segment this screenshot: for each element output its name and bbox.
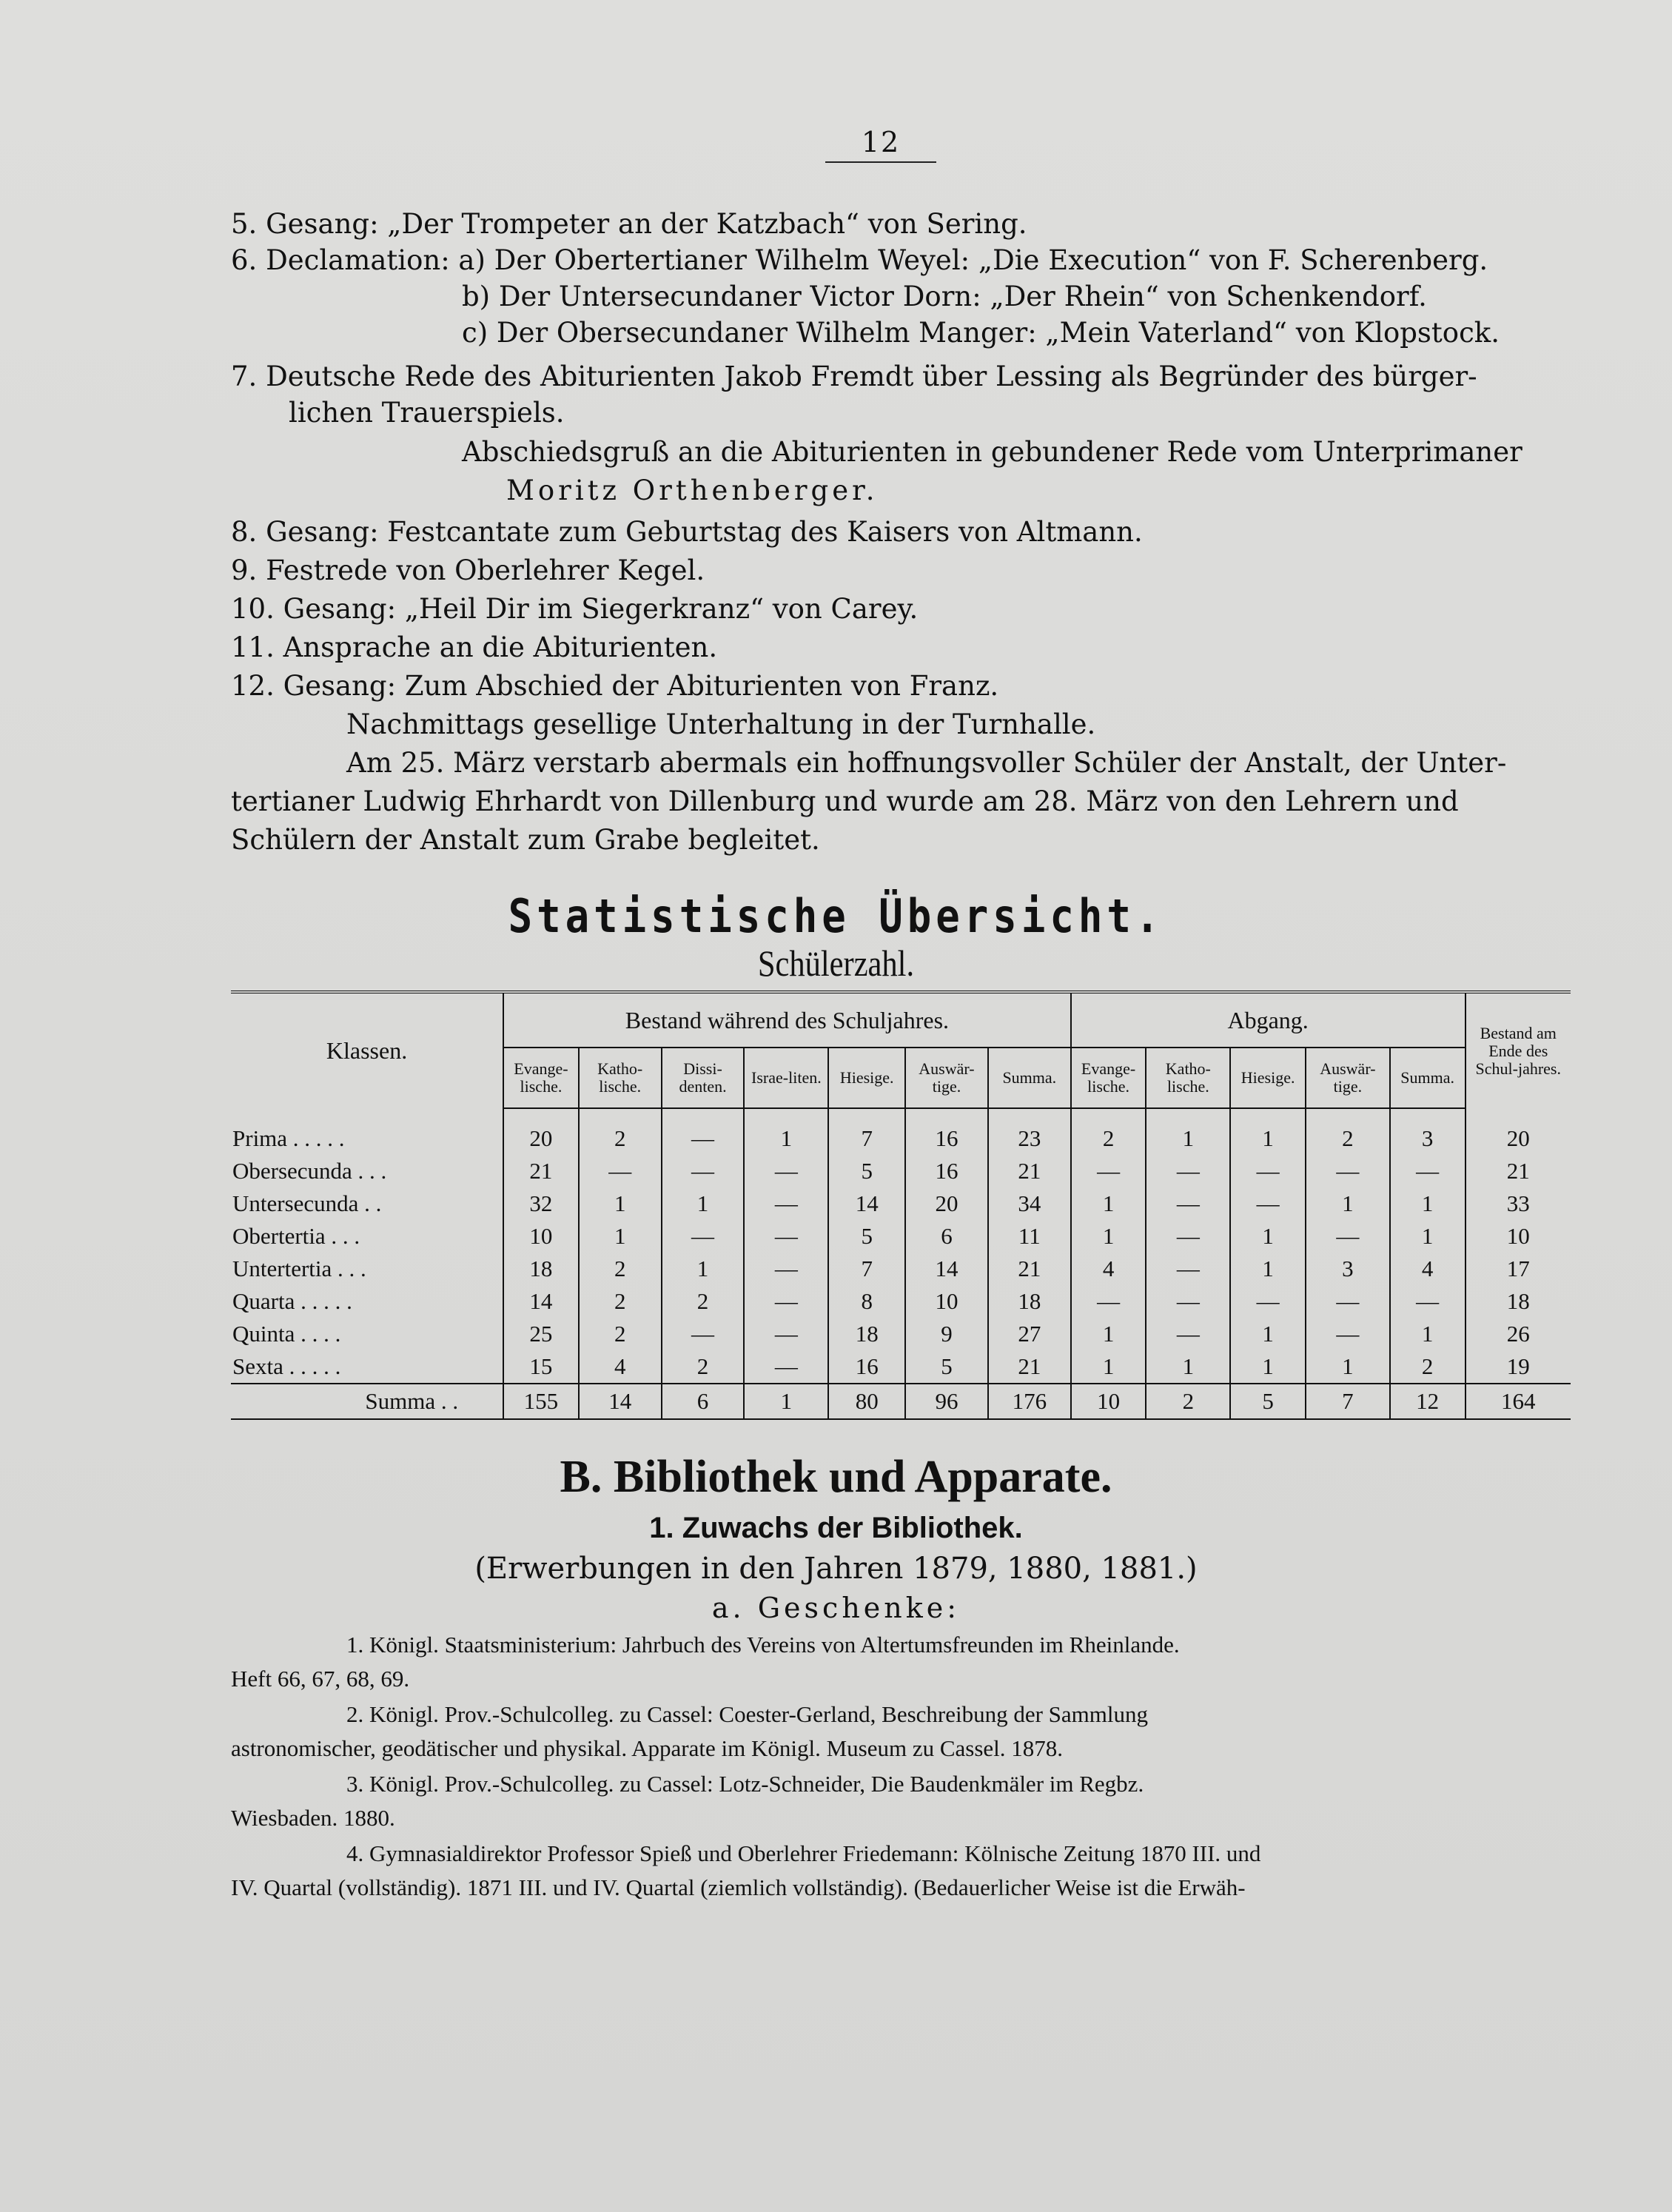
table-cell: 18: [988, 1285, 1071, 1318]
table-row: [231, 1220, 1571, 1253]
table-cell: —: [744, 1155, 828, 1187]
section-b-years: (Erwerbungen in den Jahren 1879, 1880, 1881.): [474, 1552, 1198, 1586]
program-item-10: 10. Gesang: „Heil Dir im Siegerkranz“ von Carey.: [231, 593, 919, 625]
table-cell: 20: [905, 1187, 988, 1220]
header-bestand-group: Bestand während des Schuljahres.: [503, 992, 1071, 1048]
table-row: [231, 1285, 1571, 1318]
table-cell: 5: [828, 1155, 905, 1187]
table-cell: —: [1306, 1220, 1390, 1253]
table-cell: 2: [579, 1253, 662, 1285]
table-cell: 1: [1230, 1253, 1306, 1285]
table-cell: —: [1071, 1285, 1146, 1318]
header-summa: Summa.: [988, 1048, 1071, 1108]
header-katholische: Katho-lische.: [579, 1048, 662, 1108]
table-cell: 15: [503, 1350, 579, 1384]
program-item-8: 8. Gesang: Festcantate zum Geburtstag des Kaisers von Altmann.: [231, 516, 1143, 548]
gift-entry-1-cont: Heft 66, 67, 68, 69.: [231, 1666, 410, 1692]
header-abgang-hiesige: Hiesige.: [1230, 1048, 1306, 1108]
table-cell: 20: [503, 1108, 579, 1155]
table-cell: 1: [1146, 1108, 1230, 1155]
table-cell: —: [1146, 1285, 1230, 1318]
table-cell: 6: [662, 1384, 745, 1419]
summa-label: Summa . .: [231, 1384, 503, 1419]
table-cell: 7: [828, 1253, 905, 1285]
table-cell: —: [662, 1318, 745, 1350]
table-cell: 155: [503, 1384, 579, 1419]
table-cell: 96: [905, 1384, 988, 1419]
program-abschiedsgruss: Abschiedsgruß an die Abiturienten in gebundener Rede vom Unterprimaner: [462, 436, 1522, 468]
table-cell: 21: [988, 1253, 1071, 1285]
class-name: Untersecunda . .: [232, 1190, 382, 1216]
header-dissidenten: Dissi-denten.: [662, 1048, 745, 1108]
table-cell: —: [1306, 1318, 1390, 1350]
program-item-11: 11. Ansprache an die Abiturienten.: [231, 631, 718, 663]
table-cell: —: [1306, 1285, 1390, 1318]
table-cell: 176: [988, 1384, 1071, 1419]
header-abgang-katholische: Katho-lische.: [1146, 1048, 1230, 1108]
table-cell: 1: [1230, 1108, 1306, 1155]
gift-entry-3-cont: Wiesbaden. 1880.: [231, 1805, 395, 1831]
table-cell: 21: [1465, 1155, 1571, 1187]
table-cell: —: [662, 1155, 745, 1187]
table-cell: —: [1390, 1155, 1465, 1187]
table-cell: —: [1230, 1155, 1306, 1187]
table-cell: 1: [1390, 1220, 1465, 1253]
table-cell: 1: [1390, 1318, 1465, 1350]
table-cell: 7: [828, 1108, 905, 1155]
table-cell: 26: [1465, 1318, 1571, 1350]
table-cell: 5: [905, 1350, 988, 1384]
table-cell: 16: [905, 1108, 988, 1155]
table-cell: —: [1071, 1155, 1146, 1187]
program-item-7-cont: lichen Trauerspiels.: [289, 397, 565, 429]
stats-subtitle: Schülerzahl.: [757, 942, 915, 984]
table-cell: 14: [579, 1384, 662, 1419]
table-cell: 1: [1306, 1187, 1390, 1220]
class-name: Quarta . . . . .: [232, 1288, 352, 1314]
table-cell: —: [1146, 1155, 1230, 1187]
table-cell: —: [1230, 1187, 1306, 1220]
class-name: Obersecunda . . .: [232, 1158, 387, 1184]
table-cell: 21: [503, 1155, 579, 1187]
table-row: [231, 1318, 1571, 1350]
table-cell: 18: [828, 1318, 905, 1350]
section-b-geschenke: a. Geschenke:: [711, 1592, 961, 1624]
program-item-6a: 6. Declamation: a) Der Obertertianer Wilhelm Weyel: „Die Execution“ von F. Scherenberg.: [231, 244, 1488, 276]
gift-entry-2-cont: astronomischer, geodätischer und physikal. Apparate im Königl. Museum zu Cassel. 1878.: [231, 1735, 1064, 1761]
table-cell: 17: [1465, 1253, 1571, 1285]
table-cell: —: [744, 1187, 828, 1220]
table-cell: 9: [905, 1318, 988, 1350]
table-cell: —: [1146, 1220, 1230, 1253]
gift-entry-2: 2. Königl. Prov.-Schulcolleg. zu Cassel: Coester-Gerland, Beschreibung der Sammlung: [346, 1701, 1149, 1727]
table-cell: 1: [1230, 1318, 1306, 1350]
table-cell: 11: [988, 1220, 1071, 1253]
table-row: [231, 1350, 1571, 1384]
table-cell: 2: [662, 1350, 745, 1384]
table-cell: 1: [1230, 1350, 1306, 1384]
table-cell: 19: [1465, 1350, 1571, 1384]
table-cell: 1: [1071, 1318, 1146, 1350]
table-cell: 2: [1306, 1108, 1390, 1155]
table-cell: 2: [1390, 1350, 1465, 1384]
table-cell: 2: [579, 1285, 662, 1318]
program-item-6b: b) Der Untersecundaner Victor Dorn: „Der Rhein“ von Schenkendorf.: [462, 281, 1427, 312]
summa-row: [231, 1384, 1571, 1419]
table-cell: —: [1390, 1285, 1465, 1318]
table-cell: 3: [1306, 1253, 1390, 1285]
table-cell: 2: [579, 1318, 662, 1350]
table-cell: 1: [1230, 1220, 1306, 1253]
header-evangelische: Evange-lische.: [503, 1048, 579, 1108]
table-cell: —: [662, 1220, 745, 1253]
table-cell: 1: [1071, 1350, 1146, 1384]
table-row: [231, 1253, 1571, 1285]
table-cell: —: [579, 1155, 662, 1187]
class-name: Obertertia . . .: [232, 1223, 360, 1249]
program-item-5: 5. Gesang: „Der Trompeter an der Katzbach“ von Sering.: [231, 208, 1027, 240]
program-item-6c: c) Der Obersecundaner Wilhelm Manger: „Mein Vaterland“ von Klopstock.: [462, 317, 1500, 349]
section-b-subtitle: 1. Zuwachs der Bibliothek.: [649, 1512, 1023, 1544]
table-cell: 5: [828, 1220, 905, 1253]
table-cell: 33: [1465, 1187, 1571, 1220]
table-cell: —: [1306, 1155, 1390, 1187]
table-cell: —: [744, 1253, 828, 1285]
table-cell: 10: [503, 1220, 579, 1253]
class-name: Untertertia . . .: [232, 1256, 366, 1281]
table-cell: 25: [503, 1318, 579, 1350]
paragraph-line-3: Schülern der Anstalt zum Grabe begleitet.: [231, 824, 820, 856]
program-item-9: 9. Festrede von Oberlehrer Kegel.: [231, 554, 705, 586]
stats-title: Statistische Übersicht.: [508, 889, 1164, 943]
table-cell: 8: [828, 1285, 905, 1318]
table-row: [231, 1108, 1571, 1155]
table-cell: 1: [1146, 1350, 1230, 1384]
section-b-title: B. Bibliothek und Apparate.: [560, 1452, 1112, 1502]
table-cell: 14: [828, 1187, 905, 1220]
page-number: 12: [825, 126, 936, 163]
table-cell: 1: [1071, 1220, 1146, 1253]
header-auswaertige: Auswär-tige.: [905, 1048, 988, 1108]
table-cell: 2: [1071, 1108, 1146, 1155]
gift-entry-4: 4. Gymnasialdirektor Professor Spieß und Oberlehrer Friedemann: Kölnische Zeitung 1870 III. und: [346, 1840, 1261, 1866]
statistics-table: [231, 991, 1571, 1420]
table-cell: 2: [579, 1108, 662, 1155]
table-cell: 16: [828, 1350, 905, 1384]
table-cell: 1: [744, 1384, 828, 1419]
table-cell: 1: [1071, 1187, 1146, 1220]
table-cell: 2: [1146, 1384, 1230, 1419]
header-abgang-evangelische: Evange-lische.: [1071, 1048, 1146, 1108]
table-cell: 1: [662, 1253, 745, 1285]
table-cell: 1: [1306, 1350, 1390, 1384]
table-cell: 4: [579, 1350, 662, 1384]
table-cell: 2: [662, 1285, 745, 1318]
table-cell: —: [744, 1318, 828, 1350]
table-cell: 18: [1465, 1285, 1571, 1318]
header-hiesige: Hiesige.: [828, 1048, 905, 1108]
program-abschiedsgruss-name: Moritz Orthenberger.: [506, 475, 879, 506]
table-cell: 34: [988, 1187, 1071, 1220]
table-cell: 4: [1071, 1253, 1146, 1285]
table-cell: 14: [905, 1253, 988, 1285]
table-cell: —: [744, 1350, 828, 1384]
header-israeliten: Israe-liten.: [744, 1048, 828, 1108]
table-cell: 20: [1465, 1108, 1571, 1155]
table-cell: —: [1146, 1187, 1230, 1220]
header-bestand-ende: Bestand am Ende des Schul-jahres.: [1465, 992, 1571, 1108]
program-afternoon: Nachmittags gesellige Unterhaltung in der Turnhalle.: [346, 708, 1096, 740]
table-row: [231, 1155, 1571, 1187]
table-cell: —: [744, 1285, 828, 1318]
program-item-7: 7. Deutsche Rede des Abiturienten Jakob Fremdt über Lessing als Begründer des bürger-: [231, 361, 1477, 392]
table-cell: —: [662, 1108, 745, 1155]
header-abgang-group: Abgang.: [1071, 992, 1465, 1048]
table-row: [231, 1187, 1571, 1220]
table-cell: 23: [988, 1108, 1071, 1155]
table-cell: 32: [503, 1187, 579, 1220]
table-cell: 16: [905, 1155, 988, 1187]
class-name: Prima . . . . .: [232, 1125, 345, 1151]
table-cell: 7: [1306, 1384, 1390, 1419]
table-cell: 12: [1390, 1384, 1465, 1419]
table-cell: 80: [828, 1384, 905, 1419]
table-cell: 10: [1071, 1384, 1146, 1419]
table-cell: 14: [503, 1285, 579, 1318]
header-klassen: Klassen.: [231, 992, 503, 1108]
table-cell: 18: [503, 1253, 579, 1285]
table-cell: —: [1146, 1253, 1230, 1285]
table-cell: 1: [579, 1187, 662, 1220]
table-cell: 5: [1230, 1384, 1306, 1419]
table-cell: 4: [1390, 1253, 1465, 1285]
table-cell: 10: [905, 1285, 988, 1318]
table-cell: 1: [662, 1187, 745, 1220]
paragraph-line-2: tertianer Ludwig Ehrhardt von Dillenburg und wurde am 28. März von den Lehrern und: [231, 785, 1459, 817]
table-cell: 164: [1465, 1384, 1571, 1419]
header-abgang-summa: Summa.: [1390, 1048, 1465, 1108]
table-cell: 21: [988, 1155, 1071, 1187]
gift-entry-4-cont: IV. Quartal (vollständig). 1871 III. und IV. Quartal (ziemlich vollständig). (Bedauerlicher Weise ist die Erwäh-: [231, 1874, 1246, 1900]
table-cell: 3: [1390, 1108, 1465, 1155]
table-cell: —: [1230, 1285, 1306, 1318]
table-cell: 10: [1465, 1220, 1571, 1253]
table-cell: 6: [905, 1220, 988, 1253]
table-cell: 1: [579, 1220, 662, 1253]
gift-entry-3: 3. Königl. Prov.-Schulcolleg. zu Cassel: Lotz-Schneider, Die Baudenkmäler im Regbz.: [346, 1771, 1144, 1797]
gift-entry-1: 1. Königl. Staatsministerium: Jahrbuch des Vereins von Altertumsfreunden im Rheinlande.: [346, 1632, 1180, 1658]
class-name: Sexta . . . . .: [232, 1353, 341, 1379]
table-cell: 1: [744, 1108, 828, 1155]
table-cell: 1: [1390, 1187, 1465, 1220]
program-item-12: 12. Gesang: Zum Abschied der Abiturienten von Franz.: [231, 670, 999, 702]
table-cell: 21: [988, 1350, 1071, 1384]
table-cell: —: [744, 1220, 828, 1253]
table-cell: —: [1146, 1318, 1230, 1350]
header-abgang-auswaertige: Auswär-tige.: [1306, 1048, 1390, 1108]
table-cell: 27: [988, 1318, 1071, 1350]
class-name: Quinta . . . .: [232, 1321, 341, 1347]
paragraph-line-1: Am 25. März verstarb abermals ein hoffnungsvoller Schüler der Anstalt, der Unter-: [346, 747, 1507, 779]
